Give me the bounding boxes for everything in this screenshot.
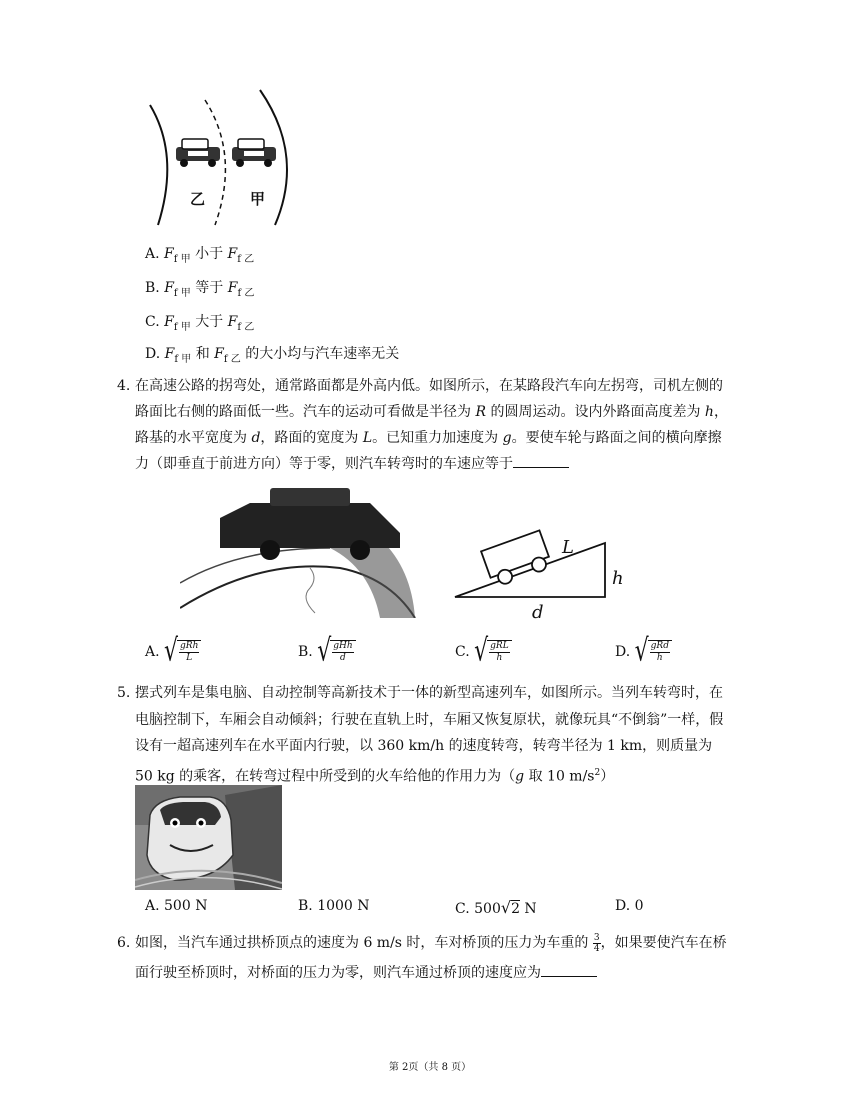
q4-option-a[interactable]: A. √ $\frac{\text{gRh}}{L}$ [145, 640, 201, 664]
q5-option-b[interactable]: B. 1000 N [298, 898, 370, 914]
diagram-label-h: h [612, 568, 624, 589]
q4-option-d[interactable]: D. √ $\frac{\text{gRd}}{h}$ [615, 640, 672, 664]
q3-option-a[interactable]: A. $F_{f 甲}$ 小于 $F_{f 乙}$ [145, 246, 255, 265]
q4-number: 4. [117, 378, 131, 394]
q3-option-d[interactable]: D. $F_{f 甲}$ 和 $F_{f 乙}$ 的大小均与汽车速率无关 [145, 346, 400, 365]
diagram-label-d: d [532, 602, 544, 623]
q4-option-b[interactable]: B. √ $\frac{\text{gHh}}{d}$ [298, 640, 356, 664]
q6-number: 6. [117, 935, 131, 951]
q5-option-c[interactable]: C. 500√2 N [455, 898, 537, 917]
q5-stem: 摆式列车是集电脑、自动控制等高新技术于一体的新型高速列车，如图所示。当列车转弯时，在 电脑控制下，车厢会自动倾斜；行驶在直轨上时，车厢又恢复原状，就像玩具“不倒翁”一样，假 设有一超高速列车在水平面内行驶，以 360 km/h 的速度转弯，转弯半径为 1 km，则质量为 50 kg 的乘客，在转弯过程中所受到的火车给他的作用力为（g 取 10 $m/s^2$） [135, 685, 724, 785]
q3-option-c[interactable]: C. $F_{f 甲}$ 大于 $F_{f 乙}$ [145, 314, 255, 333]
tilting-train-photo [135, 785, 282, 890]
fig-label-yi: 乙 [190, 190, 206, 208]
q6-stem: 如图，当汽车通过拱桥顶点的速度为 6 m/s 时，车对桥顶的压力为车重的 $\frac{3}{4}$ ，如果要使汽车在桥 面行驶至桥顶时，对桥面的压力为零，则汽车通过桥顶的速度应为 [135, 932, 727, 981]
q5-option-d[interactable]: D. 0 [615, 898, 644, 914]
q5-number: 5. [117, 685, 131, 701]
page-footer: 第 2页（共 8 页） [388, 1062, 472, 1073]
curved-road-figure [140, 85, 310, 230]
fig-label-jia: 甲 [250, 190, 266, 208]
banked-road-photo [180, 488, 420, 618]
q3-option-b[interactable]: B. $F_{f 甲}$ 等于 $F_{f 乙}$ [145, 280, 255, 299]
q4-stem: 在高速公路的拐弯处，通常路面都是外高内低。如图所示，在某路段汽车向左拐弯，司机左侧的 路面比右侧的路面低一些。汽车的运动可看做是半径为 R 的圆周运动。设内外路面高度差为 h， 路基的水平宽度为 d，路面的宽度为 L。已知重力加速度为 g。要使车轮与路面之间的横向摩擦 力（即垂直于前进方向）等于零，则汽车转弯时的车速应等于 [135, 378, 728, 472]
diagram-label-L: L [562, 537, 574, 558]
answer-blank[interactable] [513, 453, 569, 468]
q5-option-a[interactable]: A. 500 N [145, 898, 208, 914]
car-jia-icon [232, 139, 276, 167]
q4-option-c[interactable]: C. √ $\frac{\text{gRL}}{h}$ [455, 640, 512, 664]
answer-blank[interactable] [541, 962, 597, 977]
car-yi-icon [176, 139, 220, 167]
